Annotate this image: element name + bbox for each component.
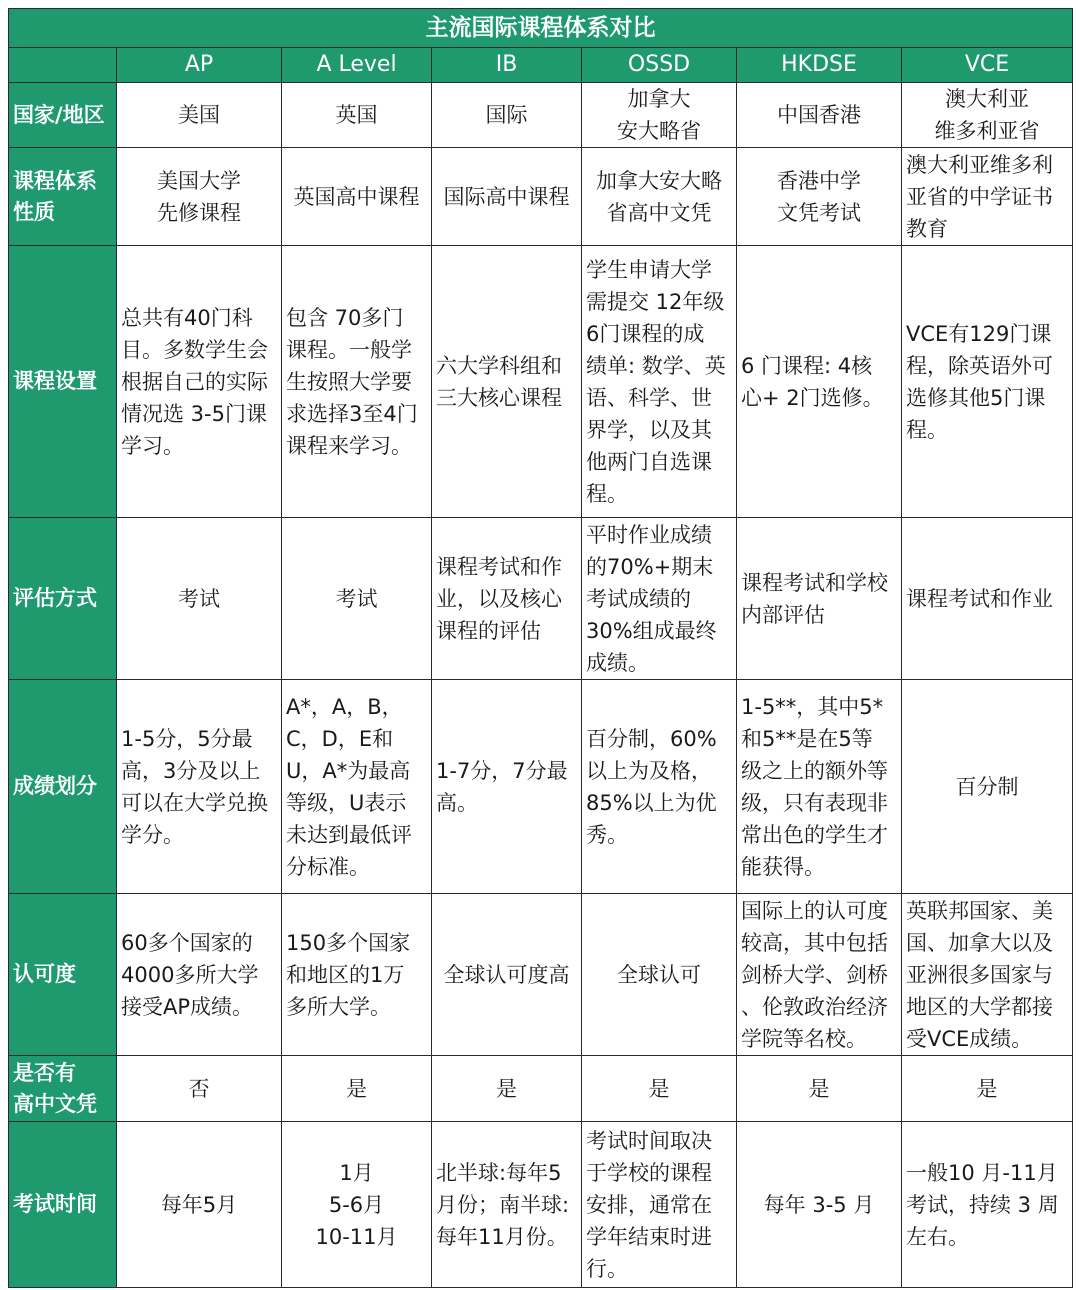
table-cell: 课程考试和作业 bbox=[902, 518, 1073, 680]
title-row bbox=[9, 9, 1073, 48]
table-cell: 美国 bbox=[117, 83, 282, 148]
table-cell: 6 门课程: 4核 心+ 2门选修。 bbox=[737, 246, 902, 518]
table-cell: 六大学科组和 三大核心课程 bbox=[432, 246, 582, 518]
table-cell: 是 bbox=[432, 1056, 582, 1122]
table-cell: 全球认可 bbox=[582, 894, 737, 1056]
header-row bbox=[9, 48, 1073, 83]
row-grading bbox=[9, 680, 1073, 894]
table-cell: 英国 bbox=[282, 83, 432, 148]
table-cell: 北半球:每年5 月份；南半球: 每年11月份。 bbox=[432, 1122, 582, 1288]
table-cell: VCE有129门课 程，除英语外可 选修其他5门课 程。 bbox=[902, 246, 1073, 518]
comparison-table-wrapper bbox=[8, 8, 1072, 1288]
table-cell: 是 bbox=[737, 1056, 902, 1122]
table-cell: 香港中学 文凭考试 bbox=[737, 148, 902, 246]
header-corner bbox=[9, 48, 117, 83]
table-cell: 考试 bbox=[282, 518, 432, 680]
table-cell: 总共有40门科 目。多数学生会 根据自己的实际 情况选 3-5门课 学习。 bbox=[117, 246, 282, 518]
table-cell: 美国大学 先修课程 bbox=[117, 148, 282, 246]
row-assessment bbox=[9, 518, 1073, 680]
row-label-country: 国家/地区 bbox=[9, 83, 117, 148]
table-cell: 中国香港 bbox=[737, 83, 902, 148]
row-exam-time bbox=[9, 1122, 1073, 1288]
row-label-exam-time: 考试时间 bbox=[9, 1122, 117, 1288]
table-cell: 国际上的认可度 较高，其中包括 剑桥大学、剑桥 、伦敦政治经济 学院等名校。 bbox=[737, 894, 902, 1056]
row-label-assessment: 评估方式 bbox=[9, 518, 117, 680]
table-cell: 每年5月 bbox=[117, 1122, 282, 1288]
table-cell: 国际高中课程 bbox=[432, 148, 582, 246]
table-cell: 加拿大 安大略省 bbox=[582, 83, 737, 148]
table-cell: 150多个国家 和地区的1万 多所大学。 bbox=[282, 894, 432, 1056]
table-cell: 1-5分，5分最 高，3分及以上 可以在大学兑换 学分。 bbox=[117, 680, 282, 894]
column-header-vce: VCE bbox=[902, 48, 1073, 83]
column-header-hkdse: HKDSE bbox=[737, 48, 902, 83]
row-recognition bbox=[9, 894, 1073, 1056]
table-cell: 考试时间取决 于学校的课程 安排，通常在 学年结束时进 行。 bbox=[582, 1122, 737, 1288]
row-label-curriculum: 课程设置 bbox=[9, 246, 117, 518]
table-cell: 百分制 bbox=[902, 680, 1073, 894]
row-label-nature: 课程体系 性质 bbox=[9, 148, 117, 246]
row-nature bbox=[9, 148, 1073, 246]
table-cell: 一般10 月-11月 考试，持续 3 周 左右。 bbox=[902, 1122, 1073, 1288]
row-diploma bbox=[9, 1056, 1073, 1122]
table-cell: 英联邦国家、美 国、加拿大以及 亚洲很多国家与 地区的大学都接 受VCE成绩。 bbox=[902, 894, 1073, 1056]
column-header-ap: AP bbox=[117, 48, 282, 83]
row-label-recognition: 认可度 bbox=[9, 894, 117, 1056]
table-cell: A*，A，B， C，D，E和 U，A*为最高 等级，U表示 未达到最低评 分标准。 bbox=[282, 680, 432, 894]
table-cell: 学生申请大学 需提交 12年级 6门课程的成 绩单: 数学、英 语、科学、世 界学，以及其 他两门自选课 程。 bbox=[582, 246, 737, 518]
table-cell: 考试 bbox=[117, 518, 282, 680]
row-country bbox=[9, 83, 1073, 148]
table-cell: 课程考试和作 业，以及核心 课程的评估 bbox=[432, 518, 582, 680]
table-cell: 否 bbox=[117, 1056, 282, 1122]
table-cell: 英国高中课程 bbox=[282, 148, 432, 246]
row-label-diploma: 是否有 高中文凭 bbox=[9, 1056, 117, 1122]
table-cell: 是 bbox=[582, 1056, 737, 1122]
table-cell: 每年 3-5 月 bbox=[737, 1122, 902, 1288]
table-cell: 澳大利亚维多利 亚省的中学证书 教育 bbox=[902, 148, 1073, 246]
table-title: 主流国际课程体系对比 bbox=[9, 9, 1073, 48]
row-label-grading: 成绩划分 bbox=[9, 680, 117, 894]
column-header-ib: IB bbox=[432, 48, 582, 83]
table-cell: 全球认可度高 bbox=[432, 894, 582, 1056]
table-cell: 包含 70多门 课程。一般学 生按照大学要 求选择3至4门 课程来学习。 bbox=[282, 246, 432, 518]
table-cell: 国际 bbox=[432, 83, 582, 148]
column-header-ossd: OSSD bbox=[582, 48, 737, 83]
table-cell: 百分制，60% 以上为及格， 85%以上为优 秀。 bbox=[582, 680, 737, 894]
table-cell: 课程考试和学校 内部评估 bbox=[737, 518, 902, 680]
row-curriculum bbox=[9, 246, 1073, 518]
column-header-alevel: A Level bbox=[282, 48, 432, 83]
table-cell: 是 bbox=[902, 1056, 1073, 1122]
comparison-table bbox=[8, 8, 1073, 1288]
table-cell: 澳大利亚 维多利亚省 bbox=[902, 83, 1073, 148]
table-cell: 1-5**，其中5* 和5**是在5等 级之上的额外等 级，只有表现非 常出色的学生才 能获得。 bbox=[737, 680, 902, 894]
table-cell: 加拿大安大略 省高中文凭 bbox=[582, 148, 737, 246]
table-cell: 1-7分，7分最 高。 bbox=[432, 680, 582, 894]
table-cell: 1月 5-6月 10-11月 bbox=[282, 1122, 432, 1288]
table-cell: 平时作业成绩 的70%+期末 考试成绩的 30%组成最终 成绩。 bbox=[582, 518, 737, 680]
table-cell: 是 bbox=[282, 1056, 432, 1122]
table-cell: 60多个国家的 4000多所大学 接受AP成绩。 bbox=[117, 894, 282, 1056]
